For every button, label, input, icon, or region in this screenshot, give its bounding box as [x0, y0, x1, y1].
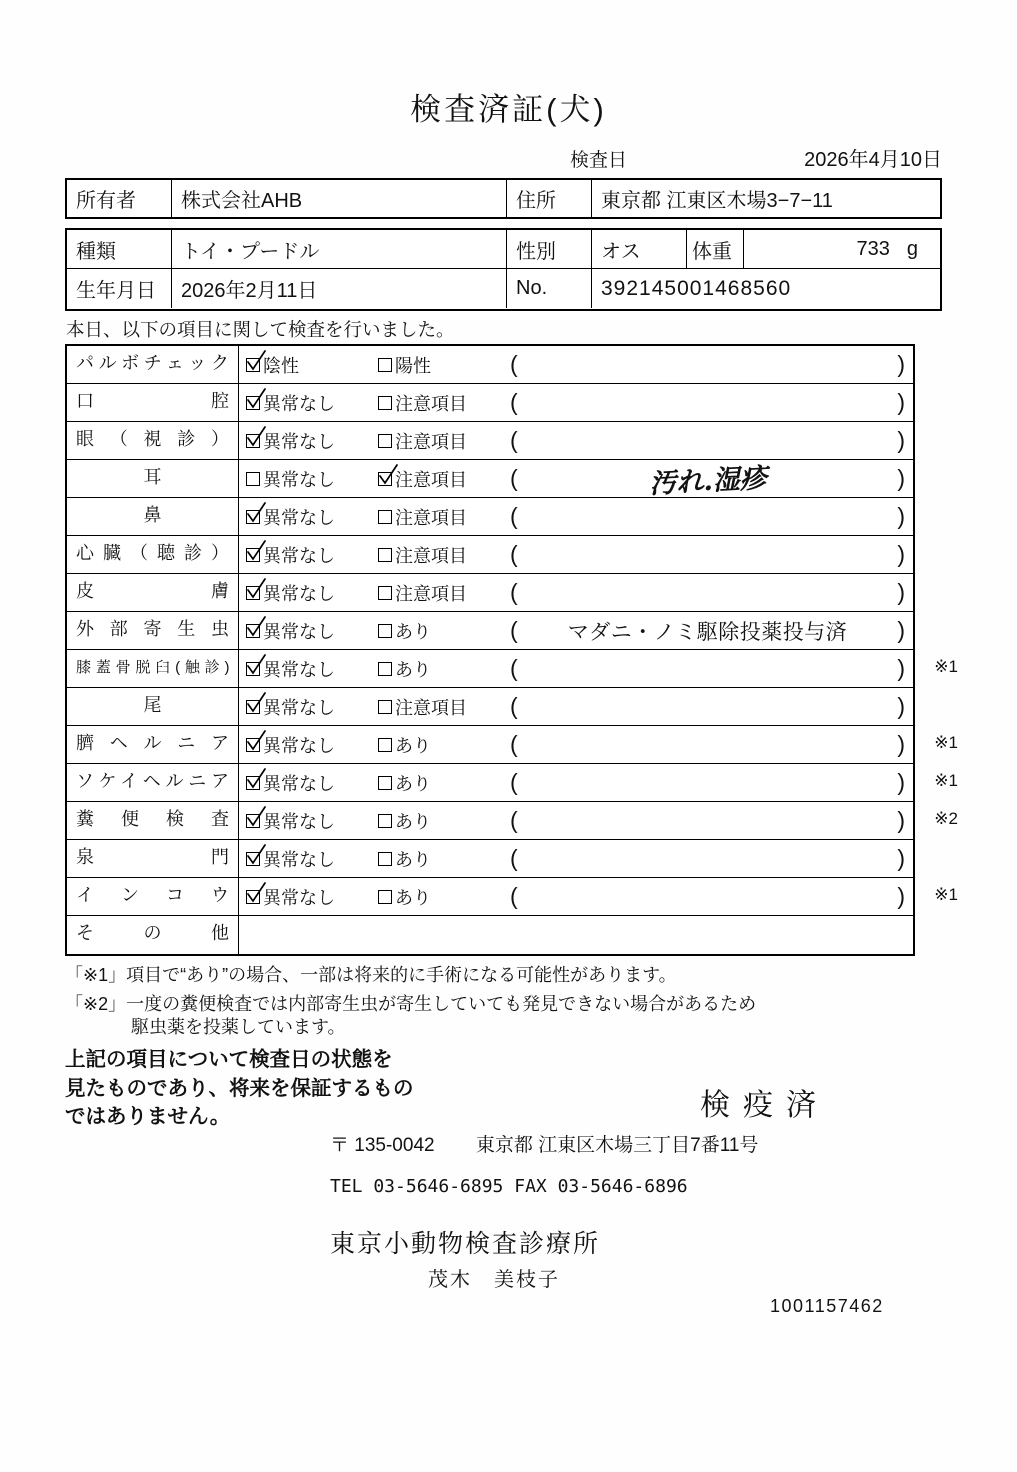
- checkbox: [378, 548, 392, 562]
- option: [246, 390, 378, 416]
- checkbox: [378, 472, 392, 486]
- option: [246, 580, 378, 606]
- option-label: 陰性: [263, 355, 299, 376]
- row-options: [239, 612, 913, 649]
- option-label: 異常なし: [263, 583, 335, 604]
- row-label: 外部寄生虫: [67, 612, 239, 649]
- checkbox: [378, 890, 392, 904]
- option-label: 異常なし: [263, 735, 335, 756]
- birth-row: [67, 269, 940, 308]
- option: [246, 808, 378, 834]
- clinic-address-line: [330, 1130, 758, 1157]
- row-options: [239, 498, 913, 535]
- checkbox: [378, 814, 392, 828]
- option: [378, 694, 510, 720]
- checkbox: [246, 434, 260, 448]
- option: [378, 428, 510, 454]
- option: [378, 352, 510, 378]
- checkbox: [246, 700, 260, 714]
- paren-close: ): [897, 617, 905, 643]
- checkmark-icon: [243, 804, 269, 830]
- page-title: 検査済証(犬): [410, 92, 607, 127]
- intro-text: 本日、以下の項目に関して検査を行いました。: [66, 319, 455, 340]
- paren-close: ): [897, 351, 905, 377]
- checkbox: [246, 624, 260, 638]
- info-table: [65, 228, 942, 311]
- option-label: 注意項目: [395, 393, 467, 414]
- checklist-row: [67, 726, 958, 764]
- row-label: 心臓（聴診）: [67, 536, 239, 573]
- option: [378, 846, 510, 872]
- option: [378, 732, 510, 758]
- checkbox: [378, 434, 392, 448]
- option: [378, 884, 510, 910]
- row-options: [239, 802, 913, 839]
- footnote-1: 「※1」項目で“あり”の場合、一部は将来的に手術になる可能性があります。: [65, 965, 677, 985]
- option: [378, 466, 510, 492]
- option-label: 異常なし: [263, 849, 335, 870]
- paren-open: (: [510, 769, 518, 795]
- option-label: 注意項目: [395, 469, 467, 490]
- paren-close: ): [897, 579, 905, 605]
- no-label: No.: [507, 269, 592, 308]
- row-options: [239, 460, 913, 501]
- paren-open: (: [510, 693, 518, 719]
- option: [378, 504, 510, 530]
- row-label: 鼻: [67, 498, 239, 535]
- checkmark-icon: [243, 386, 269, 412]
- footnote-2-line2: 駆虫薬を投薬しています。: [131, 1017, 346, 1037]
- option: [378, 656, 510, 682]
- row-label: その他: [67, 916, 239, 954]
- quarantine-stamp: 検疫済: [700, 1089, 829, 1122]
- ref-mark: ※1: [934, 771, 958, 790]
- checklist-row: [67, 840, 913, 878]
- row-label: 耳: [67, 460, 239, 497]
- option-label: 異常なし: [263, 431, 335, 452]
- checkbox: [246, 472, 260, 486]
- checklist-row: [67, 460, 913, 501]
- option-label: 異常なし: [263, 887, 335, 908]
- ref-mark: ※2: [934, 809, 958, 828]
- paren-close: ): [897, 845, 905, 871]
- row-label: 皮膚: [67, 574, 239, 611]
- weight-unit: g: [906, 237, 918, 260]
- option-label: 注意項目: [395, 431, 467, 452]
- checkbox: [378, 510, 392, 524]
- paren-open: (: [510, 617, 518, 643]
- option: [378, 808, 510, 834]
- row-label: 泉門: [67, 840, 239, 877]
- option-label: 注意項目: [395, 697, 467, 718]
- breed-label: 種類: [67, 230, 172, 268]
- paren-open: (: [510, 389, 518, 415]
- option: [378, 580, 510, 606]
- row-label: 尾: [67, 688, 239, 725]
- paren-close: ): [897, 389, 905, 415]
- checkmark-icon: [243, 348, 269, 374]
- checkbox: [246, 396, 260, 410]
- checkmark-icon: [243, 652, 269, 678]
- option: [246, 770, 378, 796]
- checkbox: [378, 776, 392, 790]
- option-label: あり: [395, 659, 431, 680]
- option-label: 注意項目: [395, 545, 467, 566]
- checkmark-icon: [243, 842, 269, 868]
- paren-open: (: [510, 503, 518, 529]
- weight-label: 体重: [687, 230, 744, 268]
- checkmark-icon: [243, 614, 269, 640]
- checkbox: [246, 776, 260, 790]
- weight-value-cell: [744, 230, 940, 268]
- checkbox: [378, 700, 392, 714]
- checklist-row: [67, 346, 913, 384]
- option: [246, 618, 378, 644]
- checkmark-icon: [243, 424, 269, 450]
- paren-close: ): [897, 807, 905, 833]
- sex-value: オス: [592, 230, 687, 268]
- checklist-row: [67, 916, 913, 954]
- checkmark-icon: [243, 690, 269, 716]
- row-options: [239, 536, 913, 573]
- checkmark-icon: [243, 500, 269, 526]
- option-label: 注意項目: [395, 507, 467, 528]
- ref-mark: ※1: [934, 733, 958, 752]
- inspection-date-value: 2026年4月10日: [804, 149, 942, 171]
- paren-close: ): [897, 541, 905, 567]
- checkbox: [246, 358, 260, 372]
- row-options: [239, 840, 913, 877]
- checkbox: [378, 738, 392, 752]
- row-options: [239, 726, 913, 763]
- checkbox: [246, 548, 260, 562]
- postal-code: 〒 135-0042: [330, 1135, 435, 1156]
- disclaimer-text: [65, 1046, 414, 1132]
- checklist-table: [65, 344, 958, 956]
- row-label: 眼（視診）: [67, 422, 239, 459]
- option-label: 異常なし: [263, 545, 335, 566]
- paren-open: (: [510, 579, 518, 605]
- option-label: 異常なし: [263, 393, 335, 414]
- checkbox: [246, 890, 260, 904]
- owner-label: 所有者: [67, 180, 172, 217]
- row-label: 臍ヘルニア: [67, 726, 239, 763]
- footnote-2-line1: 「※2」一度の糞便検査では内部寄生虫が寄生していても発見できない場合があるため: [65, 994, 757, 1014]
- checkbox: [378, 396, 392, 410]
- ref-mark: ※1: [934, 885, 958, 904]
- paren-open: (: [510, 351, 518, 377]
- option-label: 異常なし: [263, 659, 335, 680]
- disclaimer-line: 上記の項目について検査日の状態を: [65, 1048, 393, 1071]
- option-label: あり: [395, 621, 431, 642]
- birth-label: 生年月日: [67, 269, 172, 308]
- serial-number: 1001157462: [770, 1296, 884, 1316]
- option: [378, 770, 510, 796]
- checkmark-icon: [243, 766, 269, 792]
- paren-open: (: [510, 541, 518, 567]
- row-label: ソケイヘルニア: [67, 764, 239, 801]
- breed-value: トイ・プードル: [172, 230, 507, 268]
- row-label: 糞便検査: [67, 802, 239, 839]
- row-options: [239, 650, 913, 687]
- row-options: [239, 878, 913, 915]
- option-label: 異常なし: [263, 811, 335, 832]
- checklist-row: [67, 688, 913, 726]
- checkmark-icon: [243, 728, 269, 754]
- option: [246, 542, 378, 568]
- paren-close: ): [897, 769, 905, 795]
- option-label: 異常なし: [263, 507, 335, 528]
- no-value: 392145001468560: [601, 276, 792, 300]
- option-label: あり: [395, 887, 431, 908]
- option-label: 異常なし: [263, 773, 335, 794]
- checklist-row: [67, 536, 913, 574]
- option-label: 陽性: [395, 355, 431, 376]
- option: [246, 694, 378, 720]
- note-text: マダニ・ノミ駆除投薬投与済: [567, 620, 848, 644]
- option: [246, 428, 378, 454]
- checkmark-icon: [243, 538, 269, 564]
- option: [246, 732, 378, 758]
- paren-close: ): [897, 655, 905, 681]
- checklist-row: [67, 612, 913, 650]
- checkbox: [246, 852, 260, 866]
- checkbox: [378, 662, 392, 676]
- option: [246, 466, 378, 492]
- row-label: インコウ: [67, 878, 239, 915]
- weight-value: 733: [856, 237, 890, 260]
- paren-close: ): [897, 503, 905, 529]
- option-label: 異常なし: [263, 621, 335, 642]
- checkbox: [378, 586, 392, 600]
- clinic-address: 東京都 江東区木場三丁目7番11号: [475, 1135, 759, 1156]
- row-options: [239, 764, 913, 801]
- option-label: あり: [395, 773, 431, 794]
- checkbox: [378, 358, 392, 372]
- option: [378, 542, 510, 568]
- paren-open: (: [510, 427, 518, 453]
- option: [246, 504, 378, 530]
- paren-close: ): [897, 427, 905, 453]
- row-label: 口腔: [67, 384, 239, 421]
- option-label: 異常なし: [263, 469, 335, 490]
- checklist-row: [67, 650, 958, 688]
- clinic-name: 東京小動物検査診療所: [330, 1230, 601, 1258]
- owner-value: 株式会社AHB: [172, 180, 507, 217]
- paren-close: ): [897, 731, 905, 757]
- ref-mark: ※1: [934, 657, 958, 676]
- option-label: 注意項目: [395, 583, 467, 604]
- checklist-row: [67, 574, 913, 612]
- checklist-row: [67, 384, 913, 422]
- row-options: [239, 574, 913, 611]
- checklist-row: [67, 802, 958, 840]
- checkbox: [246, 586, 260, 600]
- row-options: [239, 346, 913, 383]
- paren-open: (: [510, 655, 518, 681]
- option-label: あり: [395, 849, 431, 870]
- row-label: パルボチェック: [67, 346, 239, 383]
- row-options: [239, 384, 913, 421]
- option: [246, 656, 378, 682]
- row-options: [239, 688, 913, 725]
- tel-fax-line: TEL 03-5646-6895 FAX 03-5646-6896: [330, 1176, 688, 1197]
- checkmark-icon: [243, 576, 269, 602]
- checklist-row: [67, 498, 913, 536]
- row-label: 膝蓋骨脱臼(触診): [67, 650, 239, 687]
- birth-value: 2026年2月11日: [172, 269, 507, 308]
- checkbox: [378, 624, 392, 638]
- breed-row: [67, 230, 940, 269]
- option: [378, 618, 510, 644]
- option: [378, 390, 510, 416]
- sex-label: 性別: [507, 230, 592, 268]
- checklist-row: [67, 764, 958, 802]
- paren-open: (: [510, 731, 518, 757]
- option: [246, 846, 378, 872]
- checkbox: [246, 662, 260, 676]
- paren-open: (: [510, 845, 518, 871]
- paren-close: ): [897, 883, 905, 909]
- address-label: 住所: [507, 180, 592, 217]
- checkmark-icon: [243, 880, 269, 906]
- option-label: あり: [395, 811, 431, 832]
- checkbox: [246, 738, 260, 752]
- row-options: [239, 916, 913, 954]
- disclaimer-line: ではありません。: [65, 1105, 231, 1128]
- inspection-date-label: 検査日: [570, 150, 628, 171]
- paren-open: (: [510, 807, 518, 833]
- checkbox: [246, 814, 260, 828]
- paren-open: (: [510, 465, 518, 491]
- veterinarian-name: 茂木 美枝子: [428, 1269, 560, 1291]
- checkbox: [246, 510, 260, 524]
- option-label: あり: [395, 735, 431, 756]
- owner-row: [65, 178, 942, 219]
- checkbox: [378, 852, 392, 866]
- paren-open: (: [510, 883, 518, 909]
- paren-close: ): [897, 465, 905, 491]
- option-label: 異常なし: [263, 697, 335, 718]
- paren-close: ): [897, 693, 905, 719]
- checklist-row: [67, 878, 958, 916]
- option: [246, 352, 378, 378]
- option: [246, 884, 378, 910]
- note-text: 汚れ.湿疹: [648, 462, 768, 501]
- disclaimer-line: 見たものであり、将来を保証するもの: [65, 1076, 414, 1100]
- checkmark-icon: [375, 462, 401, 488]
- address-value: 東京都 江東区木場3−7−11: [601, 190, 833, 212]
